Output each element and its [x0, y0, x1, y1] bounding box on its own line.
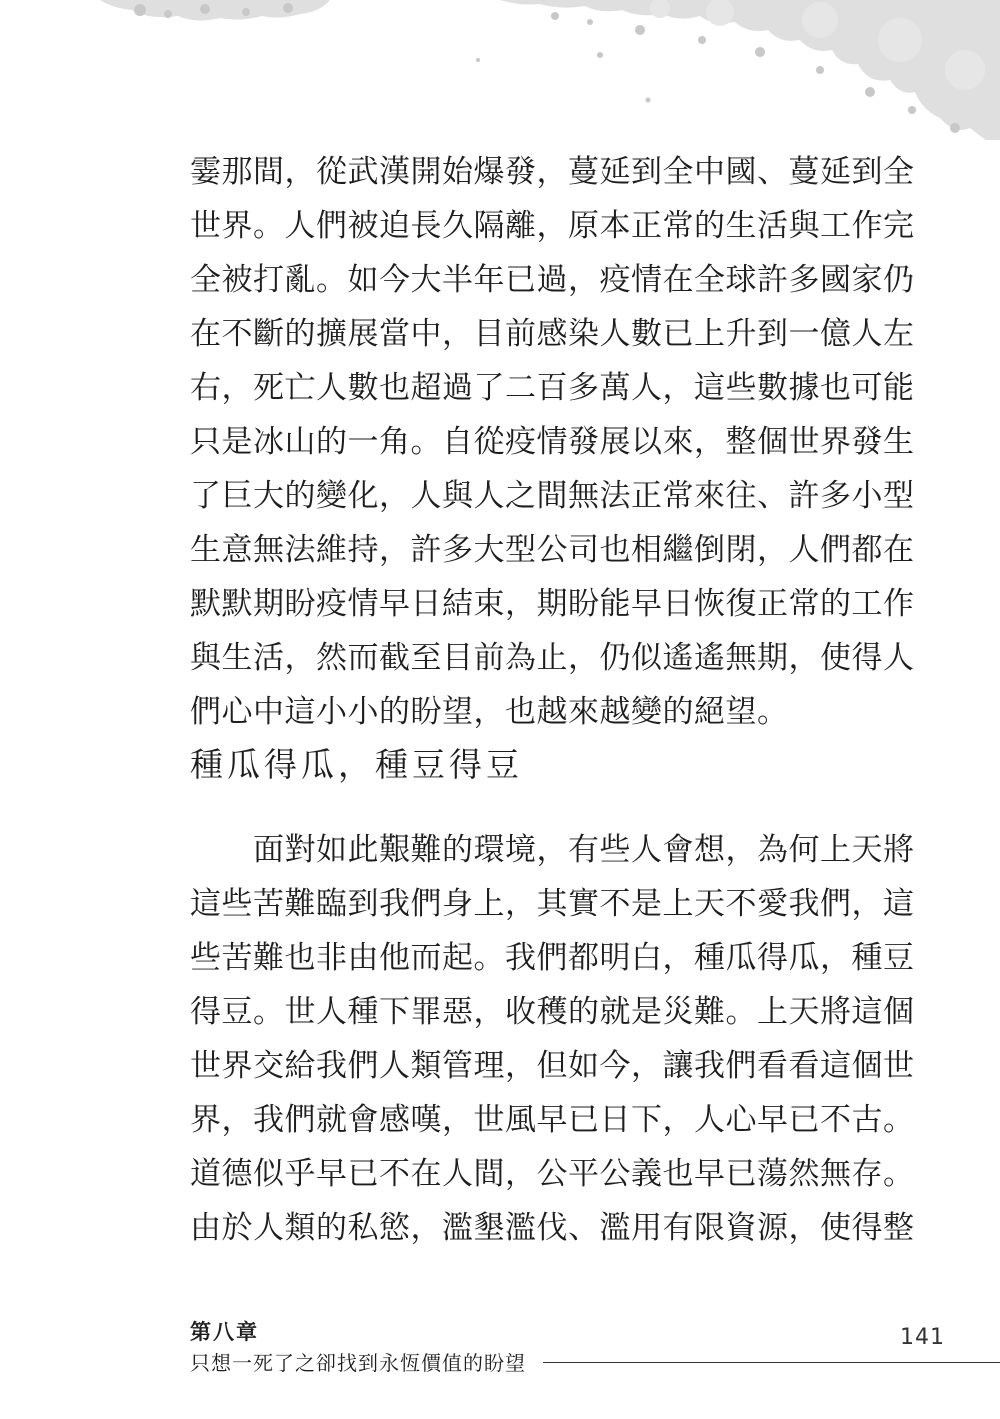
- footer-chapter-subtitle: 只想一死了之卻找到永恆價值的盼望: [190, 1351, 526, 1375]
- text-line: 些苦難也非由他而起。我們都明白，種瓜得瓜，種豆: [190, 940, 915, 976]
- text-line: 默默期盼疫情早日結束，期盼能早日恢復正常的工作: [190, 586, 915, 622]
- section-heading: 種瓜得瓜，種豆得豆: [190, 745, 523, 784]
- body-paragraph-2: [190, 823, 915, 1255]
- text-line: 右，死亡人數也超過了二百多萬人，這些數據也可能: [190, 370, 915, 406]
- text-line: 全被打亂。如今大半年已過，疫情在全球許多國家仍: [190, 262, 915, 298]
- text-line: 在不斷的擴展當中，目前感染人數已上升到一億人左: [190, 316, 915, 352]
- text-line: 生意無法維持，許多大型公司也相繼倒閉，人們都在: [190, 532, 915, 568]
- text-line: 世界。人們被迫長久隔離，原本正常的生活與工作完: [190, 208, 915, 244]
- ink-wash-decoration: [0, 0, 1000, 140]
- text-line: 世界交給我們人類管理，但如今，讓我們看看這個世: [190, 1048, 915, 1084]
- text-line: 霎那間，從武漢開始爆發，蔓延到全中國、蔓延到全: [190, 154, 915, 190]
- text-line: 道德似乎早已不在人間，公平公義也早已蕩然無存。: [190, 1156, 915, 1192]
- text-line: 得豆。世人種下罪惡，收穫的就是災難。上天將這個: [190, 994, 915, 1030]
- text-line: 面對如此艱難的環境，有些人會想，為何上天將: [190, 832, 915, 868]
- text-line: 與生活，然而截至目前為止，仍似遙遙無期，使得人: [190, 640, 915, 676]
- page-number: 141: [900, 1325, 945, 1350]
- text-line: 由於人類的私慾，濫墾濫伐、濫用有限資源，使得整: [190, 1210, 915, 1246]
- text-line: 們心中這小小的盼望，也越來越變的絕望。: [190, 694, 789, 730]
- footer-divider: [543, 1362, 1000, 1363]
- text-line: 這些苦難臨到我們身上，其實不是上天不愛我們，這: [190, 886, 915, 922]
- text-line: 了巨大的變化，人與人之間無法正常來往、許多小型: [190, 478, 915, 514]
- footer-chapter-label: 第八章: [190, 1320, 259, 1344]
- text-line: 只是冰山的一角。自從疫情發展以來，整個世界發生: [190, 424, 915, 460]
- text-line: 界，我們就會感嘆，世風早已日下，人心早已不古。: [190, 1102, 915, 1138]
- body-paragraph-1: [190, 145, 915, 739]
